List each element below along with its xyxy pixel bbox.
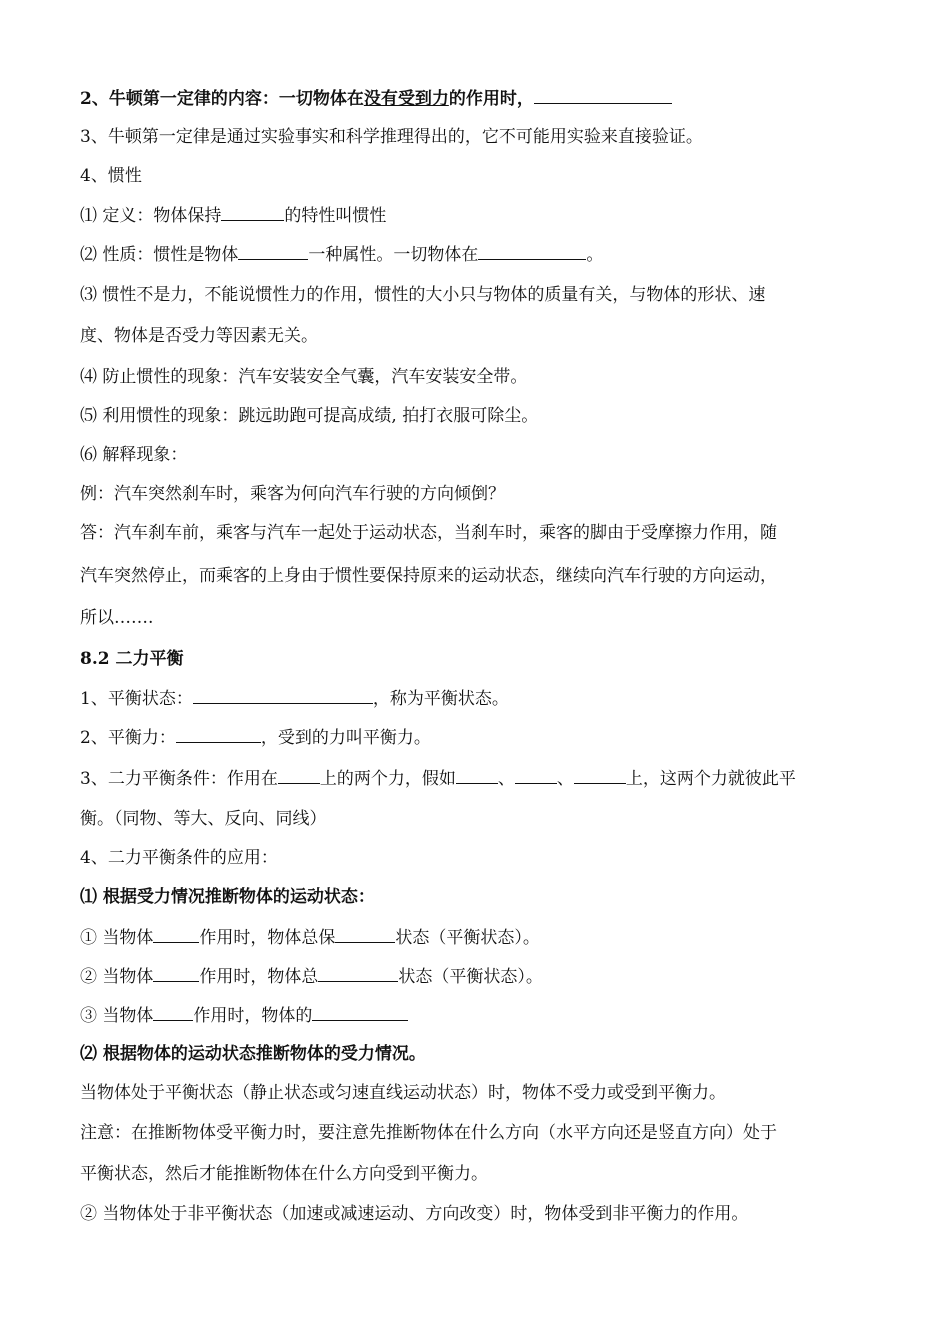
text: 2、牛顿第一定律的内容：一切物体在 (80, 89, 364, 109)
answer-blank[interactable] (153, 926, 199, 943)
answer-blank[interactable] (176, 726, 261, 743)
text: 平衡状态，然后才能推断物体在什么方向受到平衡力。 (80, 1164, 488, 1184)
text: ⑵ 性质：惯性是物体 (80, 245, 239, 265)
answer-blank[interactable] (335, 926, 395, 943)
answer-blank[interactable] (318, 965, 398, 982)
text: 上的两个力，假如 (319, 769, 456, 789)
text: 作用时，物体的 (193, 1006, 313, 1026)
inertia-definition-line (80, 204, 386, 227)
application-item-1 (80, 926, 540, 949)
example-question-line (80, 483, 505, 505)
text: 例：汽车突然刹车时，乘客为何向汽车行驶的方向倾倒？ (80, 484, 505, 504)
newton-law-content-line (80, 87, 672, 110)
text: ，称为平衡状态。 (372, 689, 509, 709)
underlined-text: 没有受到力 (363, 89, 449, 109)
text: ⑴ 定义：物体保持 (80, 206, 222, 226)
text: 的作用时， (448, 89, 534, 109)
application-subheading-1 (80, 886, 375, 908)
balance-state-line (80, 687, 509, 710)
use-inertia-line (80, 405, 538, 427)
text: ② 当物体 (80, 967, 154, 987)
application-item-2 (80, 965, 543, 988)
text: ⑷ 防止惯性的现象：汽车安装安全气囊，汽车安装安全带。 (80, 367, 528, 387)
inertia-not-force-line (80, 284, 765, 306)
prevent-inertia-line (80, 366, 527, 388)
text: 4、惯性 (80, 166, 142, 186)
section-heading-8-2 (80, 648, 184, 670)
text: ③ 当物体 (80, 1006, 154, 1026)
application-heading (80, 847, 278, 869)
text: ⑹ 解释现象： (80, 445, 188, 465)
text: 作用时，物体总 (199, 967, 319, 987)
text: 3、二力平衡条件：作用在 (80, 769, 278, 789)
text: 、 (556, 769, 574, 789)
text: 度、物体是否受力等因素无关。 (80, 326, 318, 346)
answer-blank[interactable] (534, 87, 672, 104)
answer-blank[interactable] (456, 767, 498, 784)
text: ② 当物体处于非平衡状态（加速或减速运动、方向改变）时，物体受到非平衡力的作用。 (80, 1204, 749, 1224)
balance-condition-line-cont (80, 808, 327, 830)
text: 4、二力平衡条件的应用： (80, 848, 278, 868)
inertia-not-force-line-cont (80, 325, 318, 347)
text: 汽车突然停止，而乘客的上身由于惯性要保持原来的运动状态，继续向汽车行驶的方向运动， (80, 566, 777, 586)
text: 所以……. (80, 608, 154, 628)
answer-blank[interactable] (238, 243, 308, 260)
text: ⑶ 惯性不是力，不能说惯性力的作用，惯性的大小只与物体的质量有关，与物体的形状、速 (80, 285, 766, 305)
text: 8.2 二力平衡 (80, 649, 184, 669)
application-item-3 (80, 1004, 408, 1027)
text: 1、平衡状态： (80, 689, 193, 709)
answer-blank[interactable] (153, 1004, 193, 1021)
text: ① 当物体 (80, 928, 154, 948)
answer-blank[interactable] (153, 965, 199, 982)
text: ⑴ 根据受力情况推断物体的运动状态： (80, 887, 375, 907)
answer-blank[interactable] (574, 767, 626, 784)
newton-law-verification-line (80, 126, 703, 148)
text: 2、平衡力： (80, 728, 176, 748)
explain-phenomenon-line (80, 444, 187, 466)
text: 状态（平衡状态）。 (398, 967, 543, 987)
answer-line-1 (80, 522, 777, 544)
note-line-1 (80, 1122, 777, 1144)
answer-blank[interactable] (193, 687, 373, 704)
inertia-property-line (80, 243, 603, 266)
answer-blank[interactable] (278, 767, 320, 784)
text: 一种属性。一切物体在 (308, 245, 479, 265)
text: ⑵ 根据物体的运动状态推断物体的受力情况。 (80, 1044, 426, 1064)
text: 答：汽车刹车前，乘客与汽车一起处于运动状态，当刹车时，乘客的脚由于受摩擦力作用，随 (80, 523, 777, 543)
text: 衡。（同物、等大、反向、同线） (80, 809, 327, 829)
text: ，受到的力叫平衡力。 (260, 728, 431, 748)
inertia-heading (80, 165, 142, 187)
text: 上，这两个力就彼此平 (625, 769, 796, 789)
text: 状态（平衡状态）。 (395, 928, 540, 948)
balance-condition-line (80, 767, 796, 790)
answer-line-3 (80, 607, 153, 629)
unbalanced-state-line (80, 1203, 748, 1225)
answer-blank[interactable] (312, 1004, 408, 1021)
text: ⑸ 利用惯性的现象：跳远助跑可提高成绩, 拍打衣服可除尘。 (80, 406, 539, 426)
balanced-state-force-line (80, 1082, 726, 1104)
answer-blank[interactable] (221, 204, 284, 221)
text: 3、牛顿第一定律是通过实验事实和科学推理得出的，它不可能用实验来直接验证。 (80, 127, 703, 147)
text: 、 (497, 769, 515, 789)
answer-blank[interactable] (515, 767, 557, 784)
balance-force-line (80, 726, 431, 749)
text: 作用时，物体总保 (199, 928, 336, 948)
answer-blank[interactable] (478, 243, 586, 260)
text: 。 (586, 245, 604, 265)
note-line-2 (80, 1163, 488, 1185)
application-subheading-2 (80, 1043, 426, 1065)
text: 注意：在推断物体受平衡力时，要注意先推断物体在什么方向（水平方向还是竖直方向）处于 (80, 1123, 777, 1143)
answer-line-2 (80, 565, 777, 587)
text: 当物体处于平衡状态（静止状态或匀速直线运动状态）时，物体不受力或受到平衡力。 (80, 1083, 726, 1103)
text: 的特性叫惯性 (284, 206, 387, 226)
